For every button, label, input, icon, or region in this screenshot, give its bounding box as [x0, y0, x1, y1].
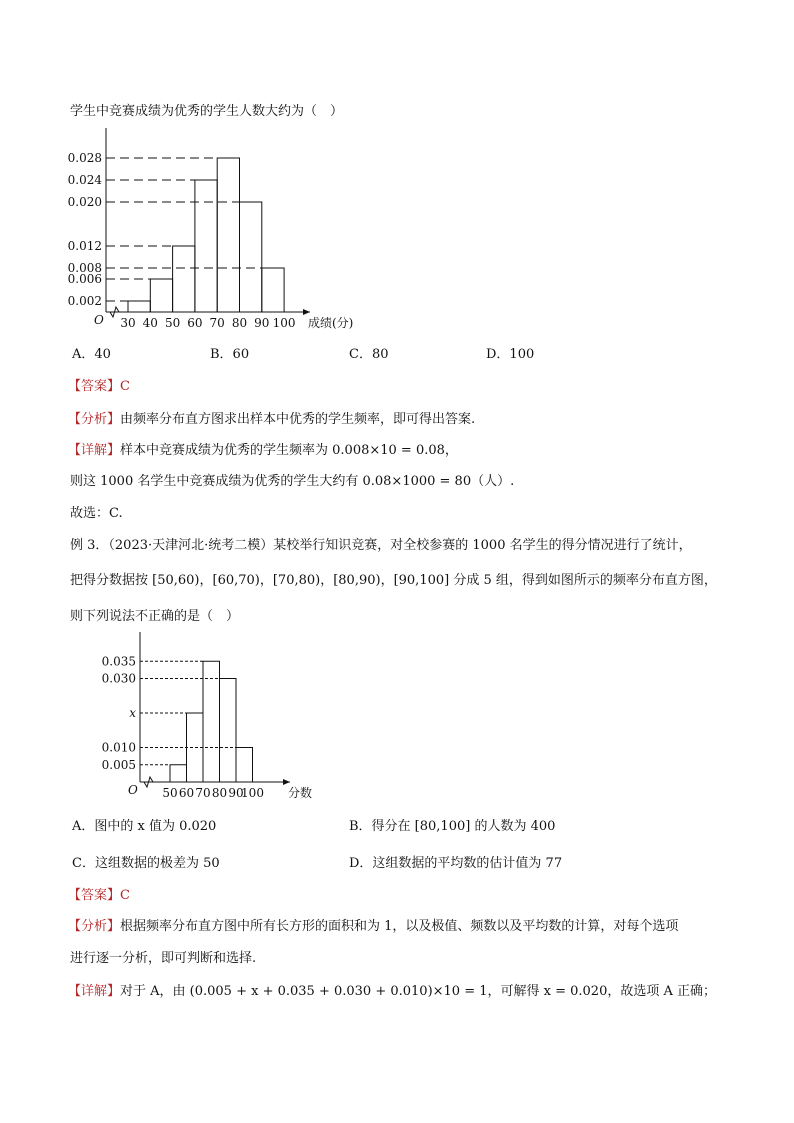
example3-stem-line2: 把得分数据按 [50,60)，[60,70)，[70,80)，[80,90)，[90,100] 分成 5 组，得到如图所示的频率分布直方图， [70, 573, 717, 588]
ex3-analysis-text-1: 根据频率分布直方图中所有长方形的面积和为 1，以及极值、频数以及平均数的计算，对每个选项 [120, 919, 679, 934]
x-tick-label: 30 [120, 316, 136, 330]
histogram-chart-1 [60, 128, 380, 338]
y-tick-label: 0.035 [101, 654, 136, 669]
option-c: C．80 [349, 347, 389, 362]
x-axis-arrow [283, 779, 290, 785]
example3-stem-line1: 例 3．（2023·天津河北·统考二模）某校举行知识竞赛，对全校参赛的 1000 名学生的得分情况进行了统计， [70, 538, 692, 553]
answer-tag: 【答案】 [68, 379, 121, 394]
option-b: B．60 [210, 347, 250, 362]
example3-stem-line3: 则下列说法不正确的是（ ） [70, 609, 240, 624]
ex3-answer-tag: 【答案】 [68, 888, 121, 903]
histogram-bar [170, 765, 187, 782]
histogram-bar [220, 679, 237, 783]
x-tick-label: 40 [142, 316, 158, 330]
x-axis-label: 分数 [288, 786, 313, 800]
x-tick-label: 100 [272, 316, 296, 330]
answer-line [68, 378, 130, 396]
x-tick-label: 70 [209, 316, 225, 330]
analysis-text: 由频率分布直方图求出样本中优秀的学生频率，即可得出答案. [120, 412, 476, 427]
x-tick-label: 60 [187, 316, 203, 330]
origin-label: O [128, 783, 138, 797]
y-tick-label: x [129, 706, 136, 720]
analysis-tag: 【分析】 [68, 412, 121, 427]
ex3-analysis-tag: 【分析】 [68, 919, 121, 934]
y-tick-label: 0.010 [101, 740, 136, 755]
detail-text-2: 则这 1000 名学生中竞赛成绩为优秀的学生大约有 0.08×1000 = 80（人）. [70, 474, 515, 489]
x-tick-label: 50 [162, 786, 178, 800]
x-tick-label: 90 [254, 316, 270, 330]
x-tick-label: 60 [178, 786, 195, 800]
x-tick-label: 70 [195, 786, 211, 800]
x-tick-label: 90 [228, 786, 244, 800]
y-tick-label: 0.006 [67, 272, 102, 286]
choose-line: 故选：C. [70, 506, 123, 521]
ex3-answer-value: C [120, 888, 130, 903]
y-tick-label: 0.005 [101, 757, 136, 772]
option-a: A．40 [72, 347, 111, 362]
option-d: D．100 [486, 347, 535, 362]
analysis-line [68, 411, 475, 429]
answer-value: C [120, 379, 130, 394]
origin-label: O [94, 313, 104, 327]
y-tick-label: 0.028 [67, 151, 102, 165]
y-tick-label: 0.024 [67, 173, 102, 187]
histogram-bar [262, 268, 284, 312]
ex3-option-c: C．这组数据的极差为 50 [72, 856, 220, 871]
histogram-bar [217, 158, 239, 312]
ex3-analysis-text-2: 进行逐一分析，即可判断和选择. [70, 951, 257, 966]
x-tick-label: 80 [231, 316, 248, 330]
ex3-answer-line [68, 887, 130, 905]
detail-text-1: 样本中竞赛成绩为优秀的学生频率为 0.008×10 = 0.08， [120, 443, 458, 458]
histogram-bar [128, 301, 150, 312]
y-tick-label: 0.030 [101, 671, 136, 686]
ex3-detail-text: 对于 A，由 (0.005 + x + 0.035 + 0.030 + 0.010)×10 = 1，可解得 x = 0.020，故选项 A 正确； [120, 984, 716, 999]
histogram-bar [173, 246, 195, 312]
question-stem: 学生中竞赛成绩为优秀的学生人数大约为（ ） [70, 104, 344, 119]
ex3-detail-line [68, 983, 716, 1001]
histogram-bar [150, 279, 172, 312]
x-tick-label: 100 [241, 786, 264, 800]
y-tick-label: 0.002 [67, 294, 102, 308]
ex3-analysis-line [68, 918, 678, 936]
histogram-chart-2 [68, 632, 318, 804]
ex3-option-b: B．得分在 [80,100] 的人数为 400 [349, 819, 556, 834]
ex3-option-a: A．图中的 x 值为 0.020 [72, 819, 217, 834]
x-tick-label: 80 [211, 786, 228, 800]
histogram-bar [195, 180, 217, 312]
detail-tag: 【详解】 [68, 443, 121, 458]
x-axis-label: 成绩(分) [308, 316, 354, 330]
x-tick-label: 50 [164, 316, 181, 330]
y-tick-label: 0.008 [67, 261, 102, 275]
ex3-detail-tag: 【详解】 [68, 984, 121, 999]
histogram-bar [203, 661, 220, 782]
ex3-option-d: D．这组数据的平均数的估计值为 77 [349, 856, 563, 871]
y-tick-label: 0.012 [67, 239, 102, 253]
y-tick-label: 0.020 [67, 195, 102, 209]
histogram-bar [236, 748, 253, 783]
x-axis-arrow [303, 309, 310, 315]
detail-line [68, 442, 458, 460]
histogram-bar [240, 202, 262, 312]
